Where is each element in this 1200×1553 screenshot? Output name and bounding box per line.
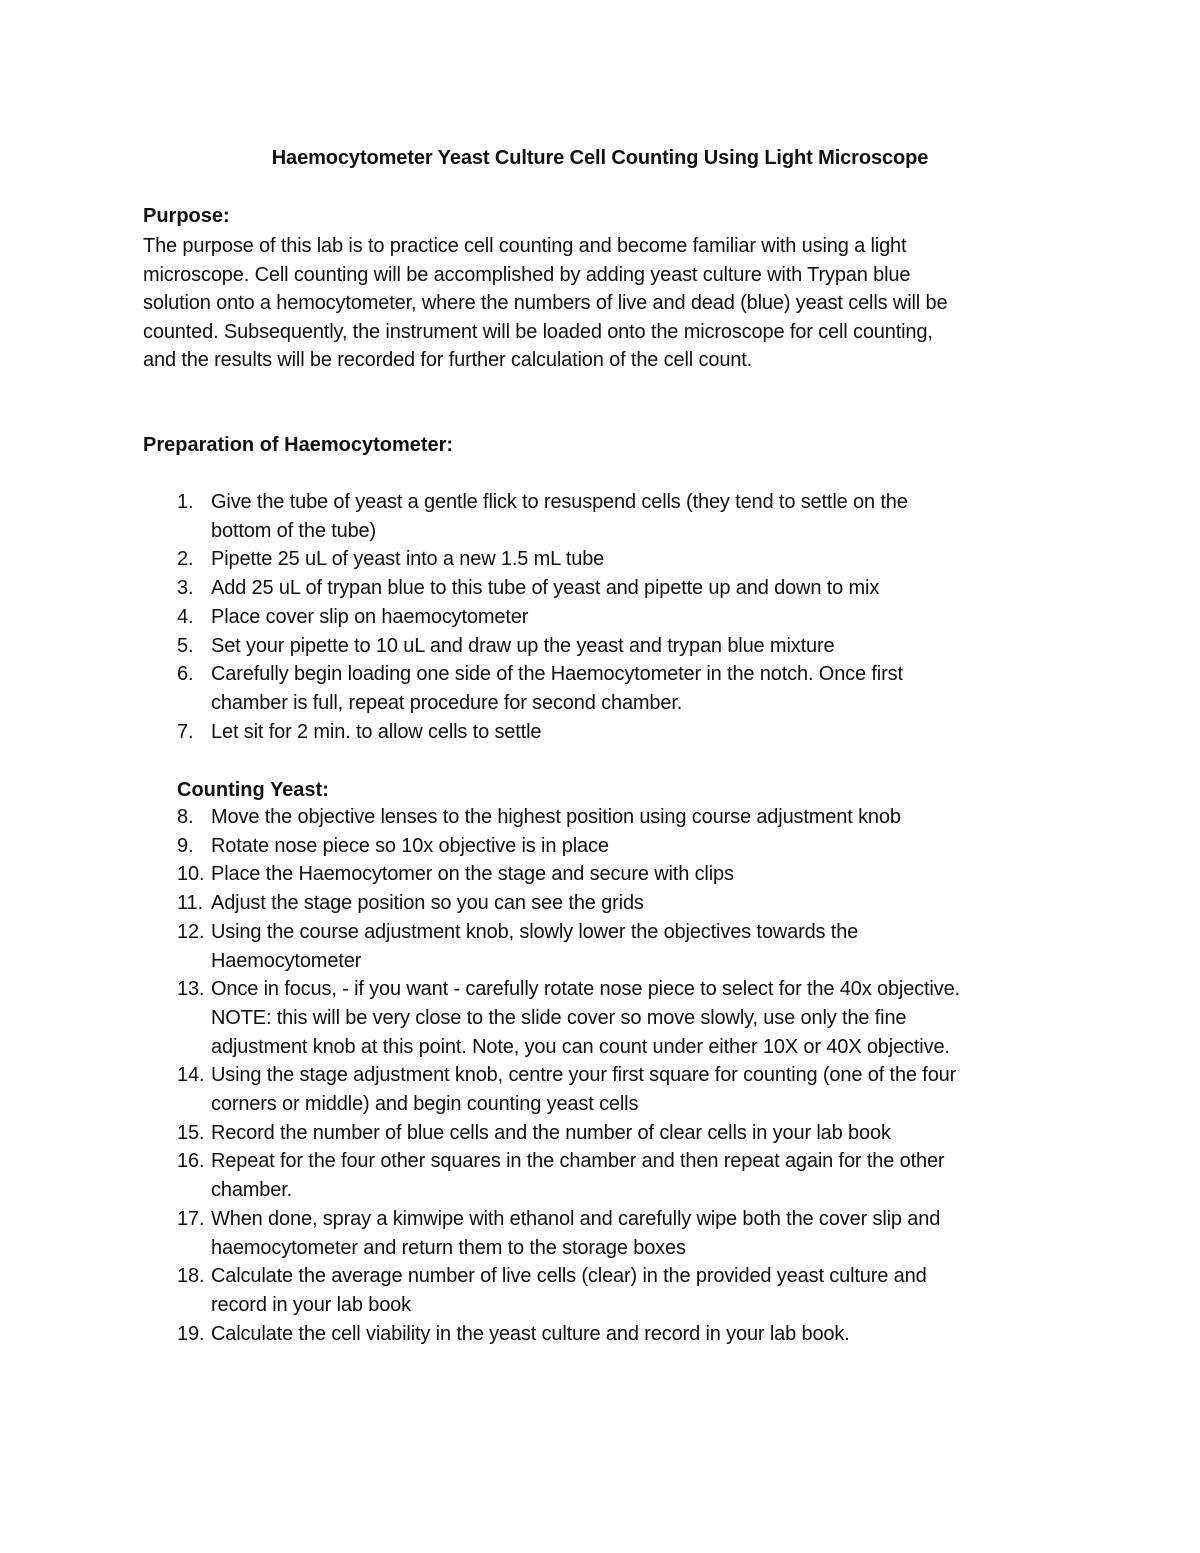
step-text: Add 25 uL of trypan blue to this tube of yeast and pipette up and down to mix bbox=[211, 577, 880, 600]
step-text: chamber. bbox=[211, 1179, 293, 1202]
step-number: 18. bbox=[177, 1265, 205, 1288]
step-text: Using the course adjustment knob, slowly lower the objectives towards the bbox=[211, 920, 859, 943]
step-text: Repeat for the four other squares in the chamber and then repeat again for the other bbox=[211, 1150, 945, 1173]
step-text: Set your pipette to 10 uL and draw up the yeast and trypan blue mixture bbox=[211, 634, 835, 657]
counting-heading: Counting Yeast: bbox=[177, 779, 329, 801]
step-item bbox=[0, 574, 1081, 603]
step-text: Place the Haemocytomer on the stage and secure with clips bbox=[211, 863, 734, 886]
purpose-line: The purpose of this lab is to practice cell counting and become familiar with using a light bbox=[143, 235, 907, 257]
step-number: 14. bbox=[177, 1064, 205, 1087]
step-text: Record the number of blue cells and the number of clear cells in your lab book bbox=[211, 1121, 891, 1144]
step-text: Calculate the average number of live cells (clear) in the provided yeast culture and bbox=[211, 1265, 927, 1288]
step-text: Using the stage adjustment knob, centre your first square for counting (one of the four bbox=[211, 1064, 957, 1087]
step-item bbox=[0, 1061, 1081, 1118]
step-number: 5. bbox=[177, 634, 194, 657]
step-item bbox=[0, 1320, 1081, 1349]
step-text: Move the objective lenses to the highest position using course adjustment knob bbox=[211, 806, 901, 828]
step-number: 1. bbox=[177, 491, 194, 513]
step-item bbox=[0, 832, 1081, 861]
step-item bbox=[0, 803, 1081, 832]
step-text: record in your lab book bbox=[211, 1293, 411, 1316]
step-number: 13. bbox=[177, 978, 205, 1001]
step-item bbox=[0, 1262, 1081, 1319]
purpose-paragraph bbox=[143, 232, 1053, 375]
preparation-heading: Preparation of Haemocytometer: bbox=[143, 434, 454, 456]
step-item bbox=[0, 632, 1081, 661]
step-number: 3. bbox=[177, 577, 194, 600]
step-text: bottom of the tube) bbox=[211, 519, 377, 542]
step-number: 2. bbox=[177, 548, 194, 571]
purpose-heading: Purpose: bbox=[143, 205, 230, 227]
purpose-line: and the results will be recorded for further calculation of the cell count. bbox=[143, 349, 753, 372]
step-item bbox=[0, 1119, 1081, 1148]
step-text: Give the tube of yeast a gentle flick to resuspend cells (they tend to settle on the bbox=[211, 491, 908, 513]
step-item bbox=[0, 1147, 1081, 1204]
counting-steps-list bbox=[0, 803, 1200, 1348]
step-text: adjustment knob at this point. Note, you can count under either 10X or 40X objective. bbox=[211, 1035, 950, 1058]
step-item bbox=[0, 975, 1081, 1061]
step-item bbox=[0, 718, 1081, 747]
step-item bbox=[0, 488, 1081, 545]
step-number: 10. bbox=[177, 863, 205, 886]
purpose-line: microscope. Cell counting will be accomplished by adding yeast culture with Trypan blue bbox=[143, 263, 911, 286]
document-title: Haemocytometer Yeast Culture Cell Counting Using Light Microscope bbox=[271, 147, 929, 169]
step-text: Let sit for 2 min. to allow cells to settle bbox=[211, 720, 542, 743]
step-text: Rotate nose piece so 10x objective is in place bbox=[211, 834, 609, 857]
step-text: haemocytometer and return them to the storage boxes bbox=[211, 1236, 686, 1259]
step-text: Haemocytometer bbox=[211, 949, 362, 972]
step-item bbox=[0, 889, 1081, 918]
step-text: When done, spray a kimwipe with ethanol and carefully wipe both the cover slip and bbox=[211, 1207, 941, 1230]
step-text: Adjust the stage position so you can see the grids bbox=[211, 892, 644, 915]
step-number: 15. bbox=[177, 1121, 205, 1144]
step-item bbox=[0, 860, 1081, 889]
step-number: 17. bbox=[177, 1207, 205, 1230]
step-number: 11. bbox=[177, 892, 203, 915]
step-text: Carefully begin loading one side of the Haemocytometer in the notch. Once first bbox=[211, 663, 903, 686]
step-text: Once in focus, - if you want - carefully rotate nose piece to select for the 40x objective. bbox=[211, 978, 960, 1001]
step-number: 12. bbox=[177, 920, 205, 943]
step-text: corners or middle) and begin counting yeast cells bbox=[211, 1093, 639, 1116]
step-item bbox=[0, 545, 1081, 574]
purpose-line: counted. Subsequently, the instrument will be loaded onto the microscope for cell counting, bbox=[143, 320, 933, 343]
step-number: 7. bbox=[177, 720, 194, 743]
step-number: 6. bbox=[177, 663, 194, 686]
step-item bbox=[0, 1205, 1081, 1262]
step-item bbox=[0, 603, 1081, 632]
step-number: 19. bbox=[177, 1322, 205, 1345]
step-item bbox=[0, 660, 1081, 717]
step-item bbox=[0, 918, 1081, 975]
step-number: 8. bbox=[177, 806, 194, 828]
step-text: Place cover slip on haemocytometer bbox=[211, 605, 529, 628]
step-number: 9. bbox=[177, 834, 194, 857]
purpose-line: solution onto a hemocytometer, where the numbers of live and dead (blue) yeast cells will be bbox=[143, 292, 948, 315]
step-text: NOTE: this will be very close to the slide cover so move slowly, use only the fine bbox=[211, 1006, 907, 1029]
step-number: 16. bbox=[177, 1150, 205, 1173]
preparation-steps-list bbox=[0, 488, 1200, 746]
step-text: Calculate the cell viability in the yeast culture and record in your lab book. bbox=[211, 1322, 850, 1345]
step-number: 4. bbox=[177, 605, 194, 628]
step-text: chamber is full, repeat procedure for second chamber. bbox=[211, 691, 683, 714]
step-text: Pipette 25 uL of yeast into a new 1.5 mL tube bbox=[211, 548, 605, 571]
